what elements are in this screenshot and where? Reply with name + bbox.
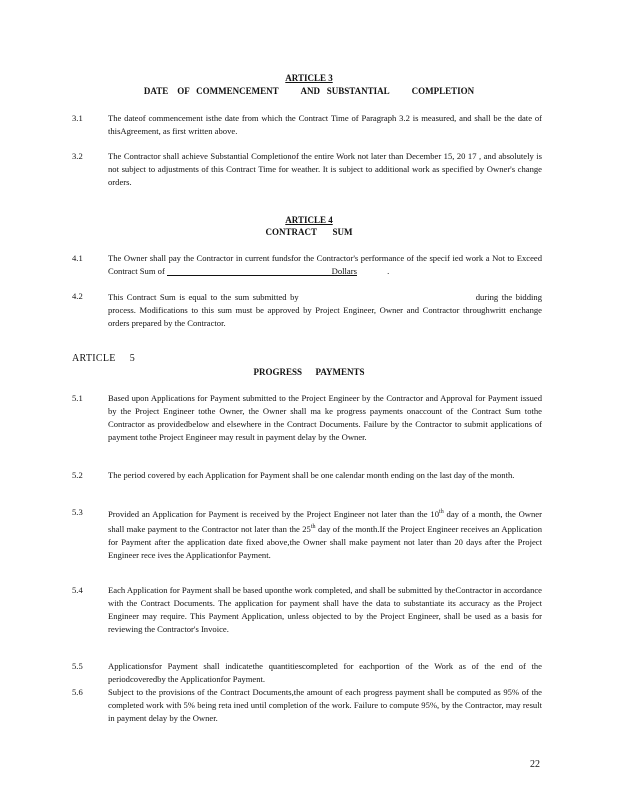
paragraph-text-after: . [387,266,390,276]
paragraph-number: 5.2 [72,470,83,480]
article-3-title: ARTICLE 3 [285,73,333,83]
article-5-subtitle: PROGRESS PAYMENTS [253,367,365,377]
paragraph-number: 5.1 [72,393,83,403]
article-4-title: ARTICLE 4 [285,215,333,225]
paragraph-number: 5.4 [72,585,83,595]
paragraph-text: Based upon Applications for Payment submitted to the Project Engineer by the Contractor and Approval for Payment issued by the Project Engineer tothe Owner, the Owner shall ma ke progress payments onaccount of the Contract Sum tothe Contractor as providedbelow and elsewhere in the Contract Documents. Failure by the Contractor to submit applications of payment tothe Project Engineer may result in payment delay by the Owner. [108,393,542,442]
bidder-blank[interactable] [302,290,472,300]
page-number: 22 [530,759,540,770]
paragraph-text-part-c: day of the month.If the Project Engineer receives an Application for Payment after the application date fixed above,the Owner shall make payment not later than 20 days after the Project Engineer rece ives the Applicationfor Payment. [108,523,542,560]
paragraph-text: Each Application for Payment shall be based uponthe work completed, and shall be submitted by theContractor in accordance with the Contract Documents. The application for payment shall have the data to substantiate its accuracy as the Project Engineer may require. This Payment Application, unless objected to by the Project Engineer, shall be used as a basis for reviewing the Contractor's Invoice. [108,585,542,634]
paragraph-text [108,290,542,330]
paragraph-text: The period covered by each Application for Payment shall be one calendar month ending on the last day of the month. [108,470,515,480]
dollars-label: Dollars [331,266,357,276]
paragraph-text: Applicationsfor Payment shall indicatethe quantitiescompleted for eachportion of the Work as of the end of the periodcoveredby the Applicationfor Payment. [108,661,542,684]
paragraph-number: 4.1 [72,253,83,263]
paragraph-text: The Contractor shall achieve Substantial Completionof the entire Work not later than December 15, 20 17 , and absolutely is not subject to adjustments of this Contract Time for weather. It is subject to additional work as specified by Owner's change orders. [108,151,542,187]
paragraph-number: 3.1 [72,113,83,123]
paragraph-text-part-b: day of a month, the Owner shall make payment to the Contractor not later than the 25 [108,508,542,534]
paragraph-text-before: The Owner shall pay the Contractor in current fundsfor the Contractor's performance of the specif ied work a Not to Exceed Contract Sum of [108,253,542,276]
paragraph-number: 3.2 [72,151,83,161]
paragraph-text: The dateof commencement isthe date from which the Contract Time of Paragraph 3.2 is measured, and shall be the date of thisAgreement, as first written above. [108,113,542,136]
article-4-subtitle: CONTRACT SUM [265,227,353,237]
contract-sum-blank[interactable] [167,265,357,276]
paragraph-text-before: This Contract Sum is equal to the sum submitted by [108,292,299,302]
superscript-th: th [310,523,316,530]
paragraph-text [108,506,542,562]
article-3-subtitle: DATE OF COMMENCEMENT AND SUBSTANTIAL COMPLETION [143,86,475,96]
paragraph-text [108,252,542,278]
superscript-th: th [439,509,444,515]
paragraph-number: 4.2 [72,291,83,301]
article-5-title: ARTICLE 5 [72,353,136,364]
paragraph-text-part-a: Provided an Application for Payment is received by the Project Engineer not later than the 10 [108,508,440,519]
paragraph-number: 5.3 [72,507,83,517]
paragraph-text: Subject to the provisions of the Contract Documents,the amount of each progress payment shall be computed as 95% of the completed work with 5% being reta ined until completion of the work. Failure to compute 95%, by the Contractor, may result in payment delay by the Owner. [108,687,542,723]
paragraph-number: 5.5 [72,661,83,671]
paragraph-text-after: during the bidding process. Modifications to this sum must be approved by Project Engineer, Owner and Contractor throughwritt enchange orders prepared by the Contractor. [108,292,542,328]
paragraph-number: 5.6 [72,687,83,697]
